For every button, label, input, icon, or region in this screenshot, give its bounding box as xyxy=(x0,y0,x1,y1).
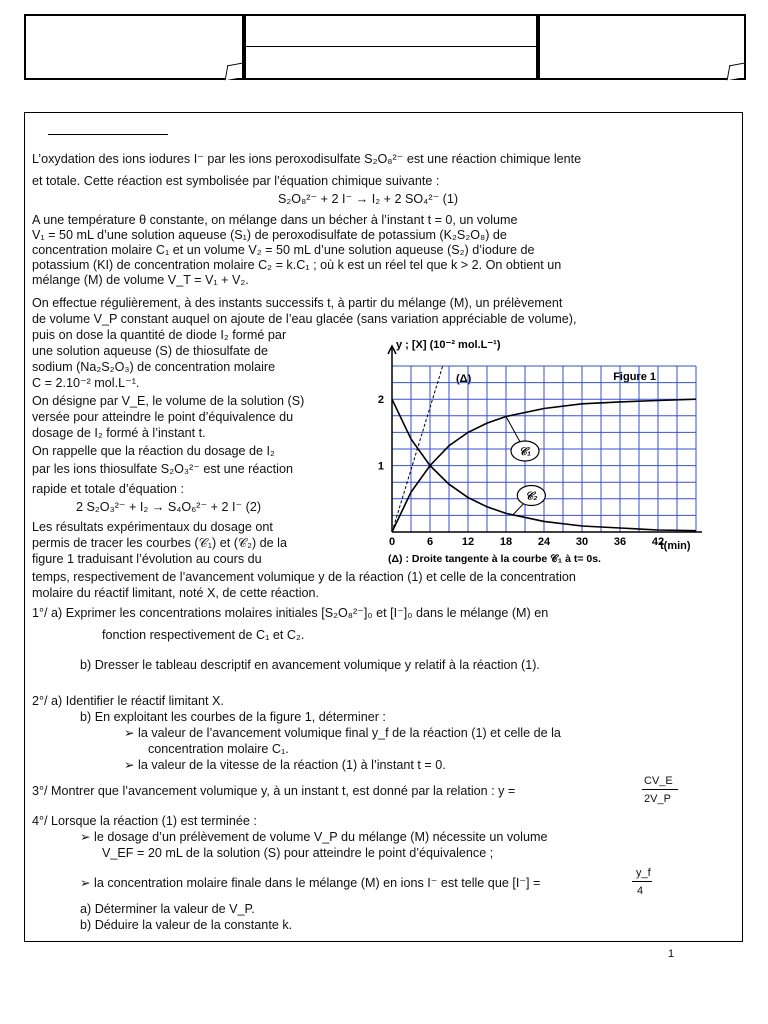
leftcol-line-8: On rappelle que la réaction du dosage de I₂ xyxy=(32,444,275,458)
y-tick-label: 2 xyxy=(377,394,384,407)
leftcol-line-4: C = 2.10⁻² mol.L⁻¹. xyxy=(32,376,140,390)
x-tick-label: 0 xyxy=(388,536,396,548)
para2-line-4: potassium (KI) de concentration molaire C₂ = k.C₁ ; où k est un réel tel que k > 2. On obtient un xyxy=(32,258,562,272)
q2b-item-2: ➢ la valeur de la vitesse de la réaction (1) à l’instant t = 0. xyxy=(124,758,446,772)
q4-fraction-num: y_f xyxy=(636,867,651,879)
series-label: 𝒞₂ xyxy=(525,490,538,503)
x-tick-label: 24 xyxy=(537,536,551,548)
x-tick-label: 12 xyxy=(461,536,475,548)
q2a: 2°/ a) Identifier le réactif limitant X. xyxy=(32,694,224,708)
q4-fraction-den: 4 xyxy=(637,885,644,897)
q1b: b) Dresser le tableau descriptif en avancement volumique y relatif à la réaction (1). xyxy=(80,658,540,672)
x-tick-label: 42 xyxy=(651,536,665,548)
header-right-box xyxy=(538,14,746,80)
q4-item-2: ➢ la concentration molaire finale dans le mélange (M) en ions I⁻ est telle que [I⁻] = xyxy=(80,876,541,890)
equation-2: 2 S₂O₃²⁻ + I₂ → S₄O₆²⁻ + 2 I⁻ (2) xyxy=(76,500,262,514)
chart-ylabel: y ; [X] (10⁻² mol.L⁻¹) xyxy=(396,339,501,351)
chart-caption: (Δ) : Droite tangente à la courbe 𝒞₁ à t= 0s. xyxy=(388,553,601,564)
x-tick-label: 30 xyxy=(575,536,589,548)
leftcol-line-1: puis on dose la quantité de diode I₂ formé par xyxy=(32,328,287,342)
leftcol-line-7: dosage de I₂ formé à l’instant t. xyxy=(32,426,206,440)
para2-line-1: A une température θ constante, on mélange dans un bécher à l’instant t = 0, un volume xyxy=(32,213,518,227)
leftcol-line-6: versée pour atteindre le point d’équivalence du xyxy=(32,410,294,424)
right-fold-corner xyxy=(727,63,745,81)
chart-title: Figure 1 xyxy=(613,371,656,383)
para4-line-2: molaire du réactif limitant, noté X, de cette réaction. xyxy=(32,586,319,600)
header-left-box xyxy=(24,14,244,80)
q4-item-1b: V_EF = 20 mL de la solution (S) pour atteindre le point d’équivalence ; xyxy=(102,846,494,860)
leftcol-line-3: sodium (Na₂S₂O₃) de concentration molaire xyxy=(32,360,276,374)
para2-line-5: mélange (M) de volume V_T = V₁ + V₂. xyxy=(32,273,249,287)
page-number: 1 xyxy=(668,948,675,960)
series-label: 𝒞₁ xyxy=(519,445,531,458)
figure-1-chart xyxy=(366,334,706,564)
q2b-item-1: ➢ la valeur de l’avancement volumique final y_f de la réaction (1) et celle de la xyxy=(124,726,561,740)
left-fold-corner xyxy=(225,63,243,81)
header-center-box xyxy=(244,14,538,80)
para3-line-2: de volume V_P constant auquel on ajoute de l’eau glacée (sans variation appréciable de volume), xyxy=(32,312,577,326)
leftcol2-line-2: permis de tracer les courbes (𝒞₁) et (𝒞₂) de la xyxy=(32,536,287,550)
header-center-divider xyxy=(246,46,536,47)
para2-line-3: concentration molaire C₁ et un volume V₂ = 50 mL d’une solution aqueuse (S₂) d’iodure de xyxy=(32,243,535,257)
q2b: b) En exploitant les courbes de la figure 1, déterminer : xyxy=(80,710,386,724)
exercise-title-underline xyxy=(48,134,168,135)
leftcol-line-9: par les ions thiosulfate S₂O₃²⁻ est une réaction xyxy=(32,462,293,476)
x-tick-label: 36 xyxy=(613,536,627,548)
x-tick-label: 6 xyxy=(426,536,434,548)
q4a: a) Déterminer la valeur de V_P. xyxy=(80,902,255,916)
x-tick-label: 18 xyxy=(499,536,513,548)
q1a-line-1: 1°/ a) Exprimer les concentrations molaires initiales [S₂O₈²⁻]₀ et [I⁻]₀ dans le mélange (M) en xyxy=(32,606,549,620)
q2b-item-1b: concentration molaire C₁. xyxy=(148,742,289,756)
leftcol2-line-3: figure 1 traduisant l’évolution au cours du xyxy=(32,552,262,566)
intro-line-1: L’oxydation des ions iodures I⁻ par les ions peroxodisulfate S₂O₈²⁻ est une réaction chimique lente xyxy=(32,152,582,166)
q3-fraction-den: 2V_P xyxy=(644,793,671,805)
chart-tangent-label: (Δ) xyxy=(456,373,472,385)
q3-fraction-num: CV_E xyxy=(644,775,673,787)
chart-xlabel: t(min) xyxy=(660,540,691,552)
para3-line-1: On effectue régulièrement, à des instants successifs t, à partir du mélange (M), un prélèvement xyxy=(32,296,563,310)
q4-fraction-bar xyxy=(632,881,652,882)
leftcol-line-10: rapide et totale d’équation : xyxy=(32,482,184,496)
q1a-line-2: fonction respectivement de C₁ et C₂. xyxy=(102,628,305,642)
leftcol-line-2: une solution aqueuse (S) de thiosulfate de xyxy=(32,344,268,358)
leftcol-line-5: On désigne par V_E, le volume de la solution (S) xyxy=(32,394,305,408)
q4b: b) Déduire la valeur de la constante k. xyxy=(80,918,293,932)
q3-fraction-bar xyxy=(642,789,678,790)
equation-1: S₂O₈²⁻ + 2 I⁻ → I₂ + 2 SO₄²⁻ (1) xyxy=(278,192,459,206)
para4-line-1: temps, respectivement de l’avancement volumique y de la réaction (1) et celle de la concentration xyxy=(32,570,576,584)
para2-line-2: V₁ = 50 mL d’une solution aqueuse (S₁) de peroxodisulfate de potassium (K₂S₂O₈) de xyxy=(32,228,507,242)
leftcol2-line-1: Les résultats expérimentaux du dosage ont xyxy=(32,520,273,534)
intro-line-2: et totale. Cette réaction est symbolisée par l’équation chimique suivante : xyxy=(32,174,440,188)
q3: 3°/ Montrer que l’avancement volumique y, à un instant t, est donné par la relation : y = xyxy=(32,784,516,798)
q4: 4°/ Lorsque la réaction (1) est terminée : xyxy=(32,814,257,828)
y-tick-label: 1 xyxy=(377,460,384,473)
q4-item-1: ➢ le dosage d’un prélèvement de volume V_P du mélange (M) nécessite un volume xyxy=(80,830,548,844)
